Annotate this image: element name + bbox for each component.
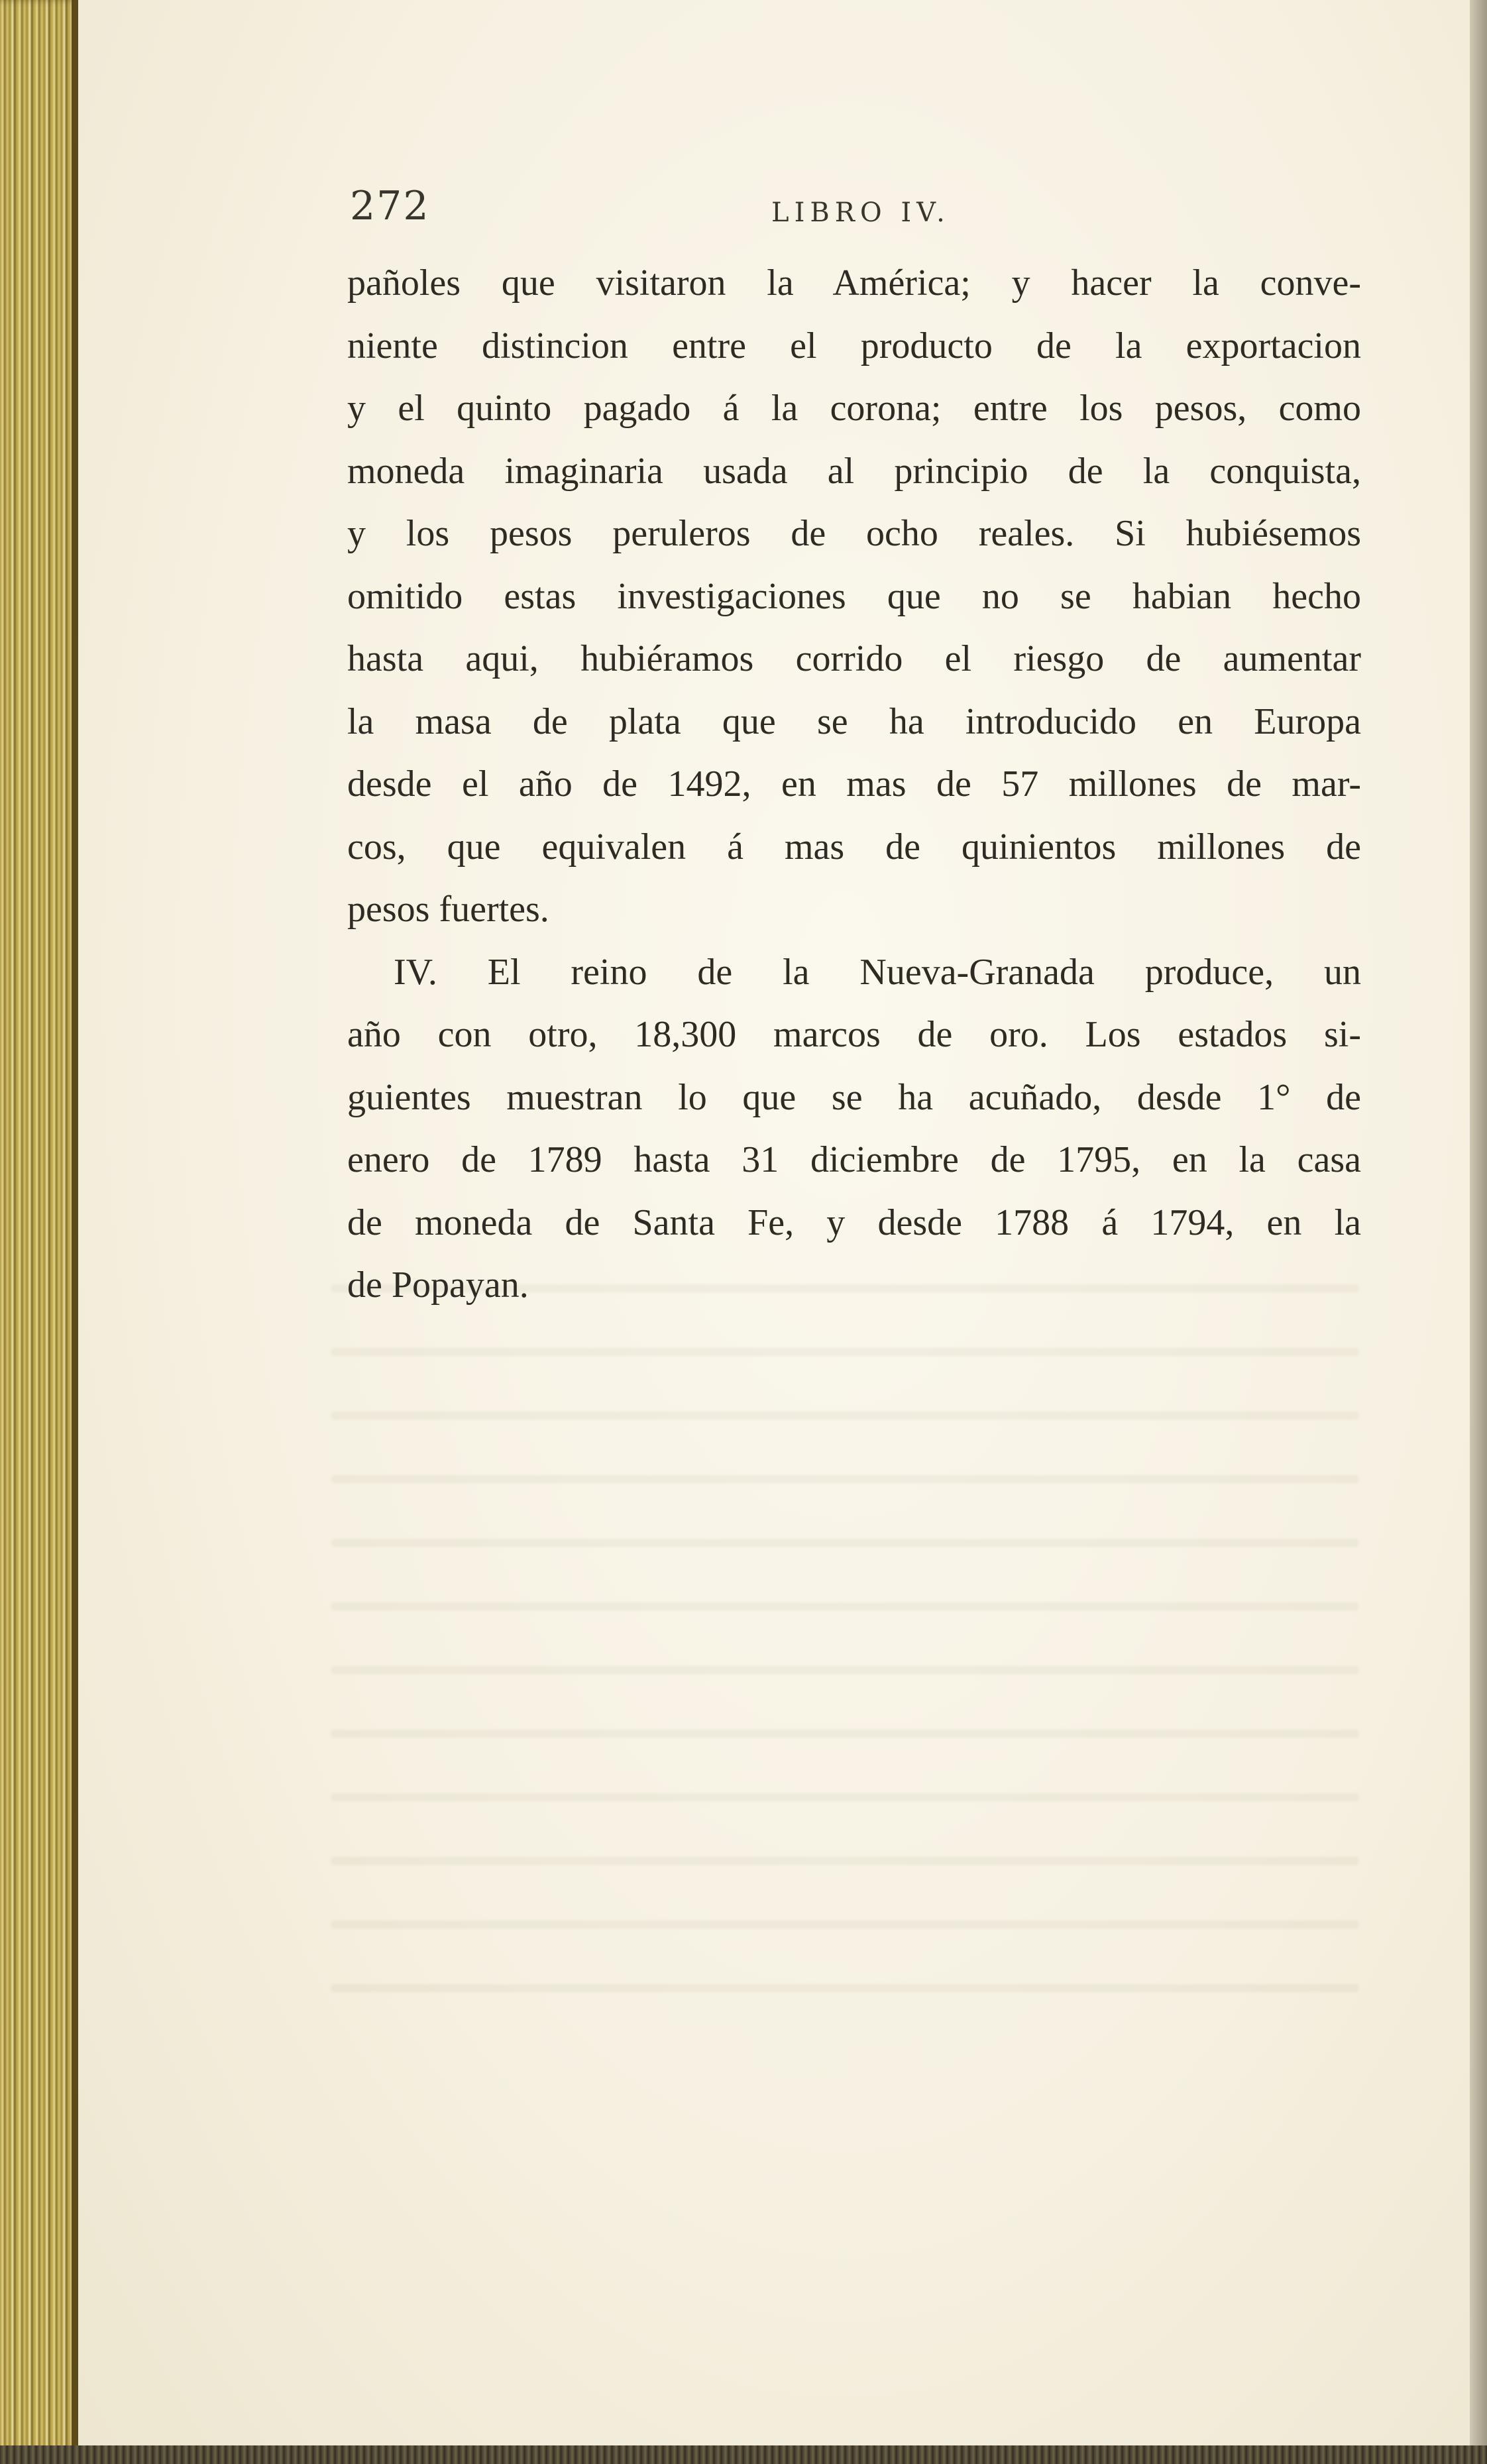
page-number: 272 (350, 183, 430, 229)
text-line: niente distincion entre el producto de la exportacion (347, 325, 1361, 366)
text-line: desde el año de 1492, en mas de 57 millones de mar- (347, 763, 1361, 805)
text-line: hasta aqui, hubiéramos corrido el riesgo de aumentar (347, 638, 1361, 679)
text-line: cos, que equivalen á mas de quinientos millones de (347, 826, 1361, 868)
bleed-through-texture (331, 1246, 1358, 2041)
text-line: y los pesos peruleros de ocho reales. Si hubiésemos (347, 513, 1361, 554)
body-text (347, 252, 1361, 1317)
text-line: IV. El reino de la Nueva-Granada produce, un (394, 951, 1361, 993)
text-line: y el quinto pagado á la corona; entre los pesos, como (347, 388, 1361, 429)
text-line: moneda imaginaria usada al principio de la conquista, (347, 450, 1361, 492)
text-line: de moneda de Santa Fe, y desde 1788 á 1794, en la (347, 1202, 1361, 1243)
text-line: año con otro, 18,300 marcos de oro. Los estados si- (347, 1014, 1361, 1055)
paragraph-2 (347, 941, 1361, 1317)
text-line: pañoles que visitaron la América; y hacer la conve- (347, 262, 1361, 304)
page-header (347, 183, 1361, 236)
text-line: guientes muestran lo que se ha acuñado, desde 1° de (347, 1076, 1361, 1118)
text-line: la masa de plata que se ha introducido en Europa (347, 700, 1361, 742)
text-line: enero de 1789 hasta 31 diciembre de 1795, en la casa (347, 1139, 1361, 1180)
gilt-page-edge (0, 0, 78, 2464)
text-line: pesos fuertes. (347, 889, 549, 930)
text-line: omitido estas investigaciones que no se habian hecho (347, 575, 1361, 617)
running-head: LIBRO IV. (771, 197, 950, 228)
paragraph-1 (347, 252, 1361, 941)
text-line: de Popayan. (347, 1264, 529, 1306)
right-page-edge (1470, 0, 1487, 2464)
bottom-binding-edge (0, 2445, 1487, 2464)
